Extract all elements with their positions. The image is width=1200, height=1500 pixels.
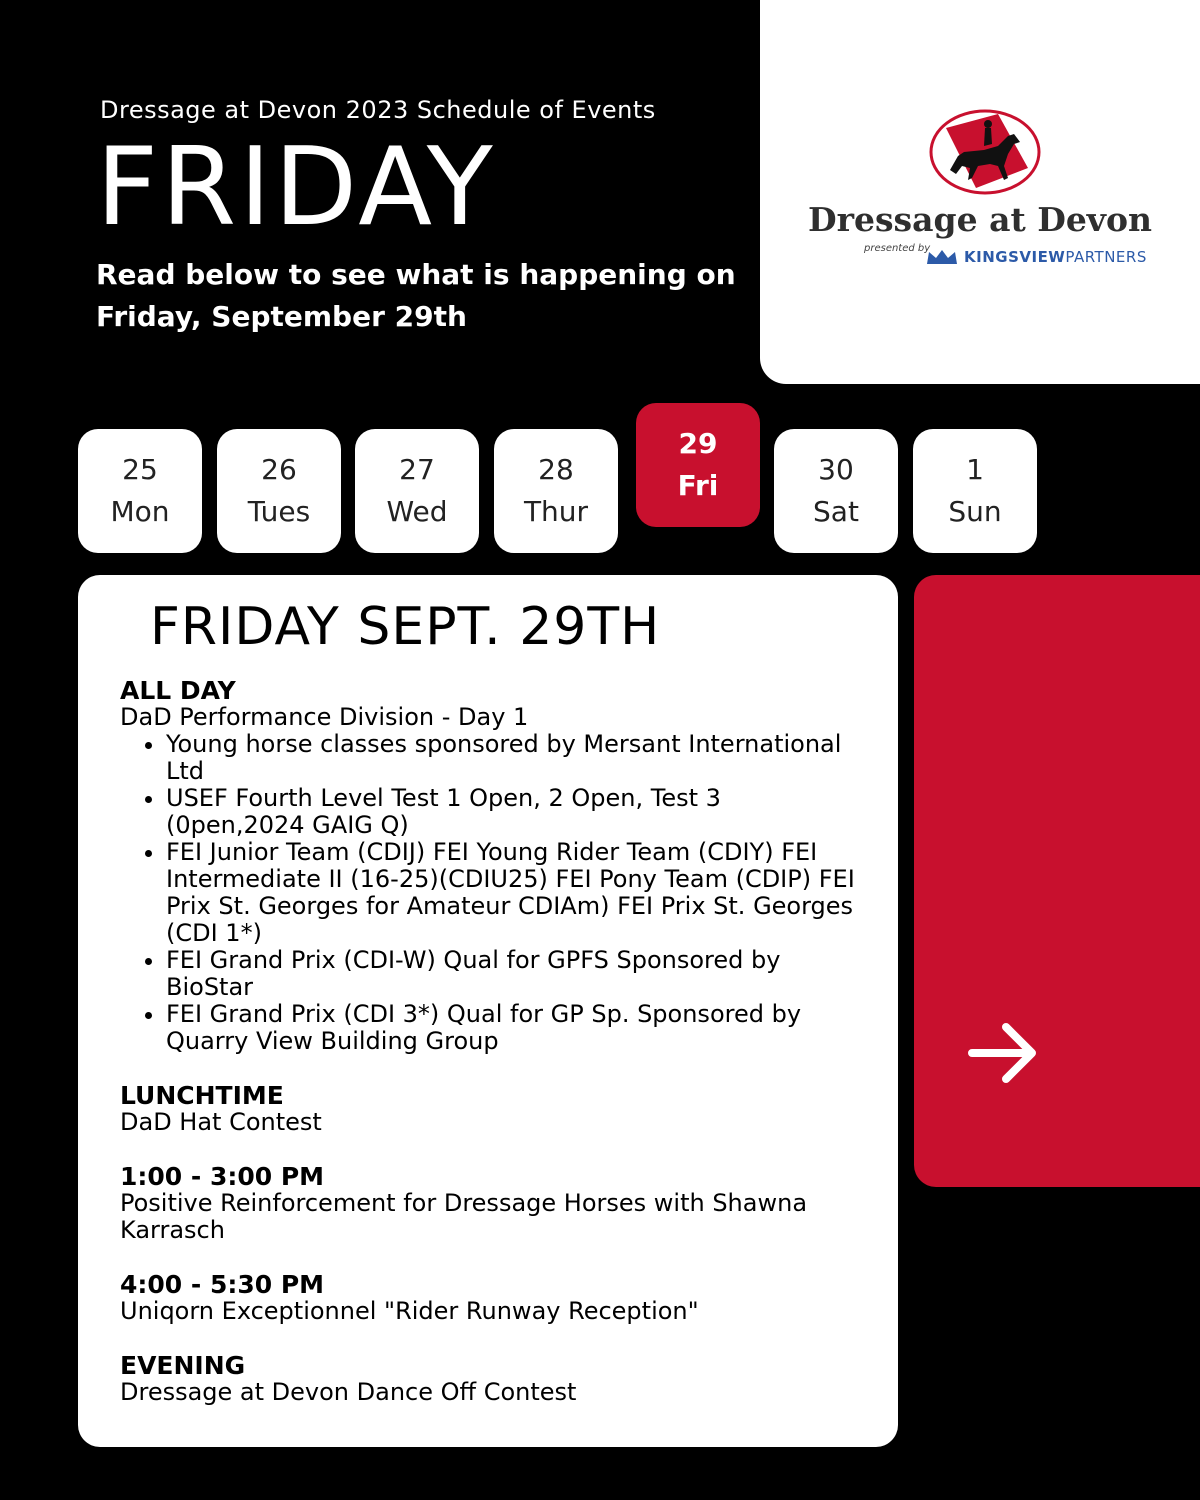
section-text: Dressage at Devon Dance Off Contest (120, 1378, 577, 1406)
section-heading: 1:00 - 3:00 PM (120, 1162, 325, 1191)
day-label: Tues (247, 495, 311, 528)
tab-day-25[interactable] (78, 429, 202, 553)
tab-day-27[interactable] (355, 429, 479, 553)
tab-day-26[interactable] (217, 429, 341, 553)
tab-day-28[interactable] (494, 429, 618, 553)
event-list (120, 731, 860, 1055)
logo-presented-by: presented by (864, 243, 931, 254)
section-text: DaD Performance Division - Day 1 (120, 703, 529, 731)
section-evening (120, 1352, 860, 1406)
day-number: 26 (261, 453, 297, 486)
list-item: • FEI Grand Prix (CDI-W) Qual for GPFS Sponsored by BioStar (166, 947, 860, 1001)
day-label: Sat (813, 495, 859, 528)
crown-icon (926, 249, 958, 265)
day-label: Sun (948, 495, 1002, 528)
list-item: • FEI Junior Team (CDIJ) FEI Young Rider Team (CDIY) FEI Intermediate II (16-25)(CDIU25) FEI Pony Team (CDIP) FEI Prix St. Georges for Amateur CDIAm) FEI Prix St. Georges (CDI 1*) (166, 839, 860, 947)
tab-day-29[interactable] (636, 403, 760, 527)
list-item: • USEF Fourth Level Test 1 Open, 2 Open, Test 3 (0pen,2024 GAIG Q) (166, 785, 860, 839)
section-heading: 4:00 - 5:30 PM (120, 1270, 325, 1299)
section-heading: LUNCHTIME (120, 1081, 284, 1110)
partner-name-light: PARTNERS (1065, 248, 1147, 266)
section-text: Positive Reinforcement for Dressage Horses with Shawna Karrasch (120, 1189, 808, 1244)
page-title: FRIDAY (96, 125, 496, 250)
day-label: Thur (523, 495, 589, 528)
schedule-body (120, 677, 860, 1433)
section-all-day (120, 677, 860, 1055)
rider-emblem-icon (928, 108, 1042, 196)
section-lunchtime (120, 1082, 860, 1136)
section-heading: ALL DAY (120, 676, 236, 705)
section-text: DaD Hat Contest (120, 1108, 322, 1136)
next-panel[interactable] (914, 575, 1200, 1187)
day-number: 30 (818, 453, 854, 486)
day-label: Wed (386, 495, 448, 528)
day-number: 1 (966, 453, 984, 486)
logo-partner (926, 248, 1147, 266)
section-late-afternoon (120, 1271, 860, 1325)
day-number: 28 (538, 453, 574, 486)
day-number: 25 (122, 453, 158, 486)
tab-day-30[interactable] (774, 429, 898, 553)
section-text: Uniqorn Exceptionnel "Rider Runway Reception" (120, 1297, 699, 1325)
schedule-card (78, 575, 898, 1447)
section-afternoon (120, 1163, 860, 1244)
logo-box (760, 0, 1200, 384)
day-label: Mon (110, 495, 170, 528)
list-item: • Young horse classes sponsored by Mersant International Ltd (166, 731, 860, 785)
tab-day-1[interactable] (913, 429, 1037, 553)
list-item: • FEI Grand Prix (CDI 3*) Qual for GP Sp. Sponsored by Quarry View Building Group (166, 1001, 860, 1055)
arrow-right-icon[interactable] (966, 1015, 1042, 1091)
day-number: 29 (678, 427, 718, 460)
header-description: Read below to see what is happening on Friday, September 29th (96, 258, 736, 333)
logo-name: Dressage at Devon (807, 200, 1152, 239)
day-number: 27 (399, 453, 435, 486)
partner-name-bold: KINGSVIEW (964, 248, 1066, 266)
section-heading: EVENING (120, 1351, 246, 1380)
header-subtitle: Dressage at Devon 2023 Schedule of Events (100, 96, 656, 124)
day-label: Fri (677, 469, 719, 502)
schedule-title: FRIDAY SEPT. 29TH (150, 597, 661, 657)
